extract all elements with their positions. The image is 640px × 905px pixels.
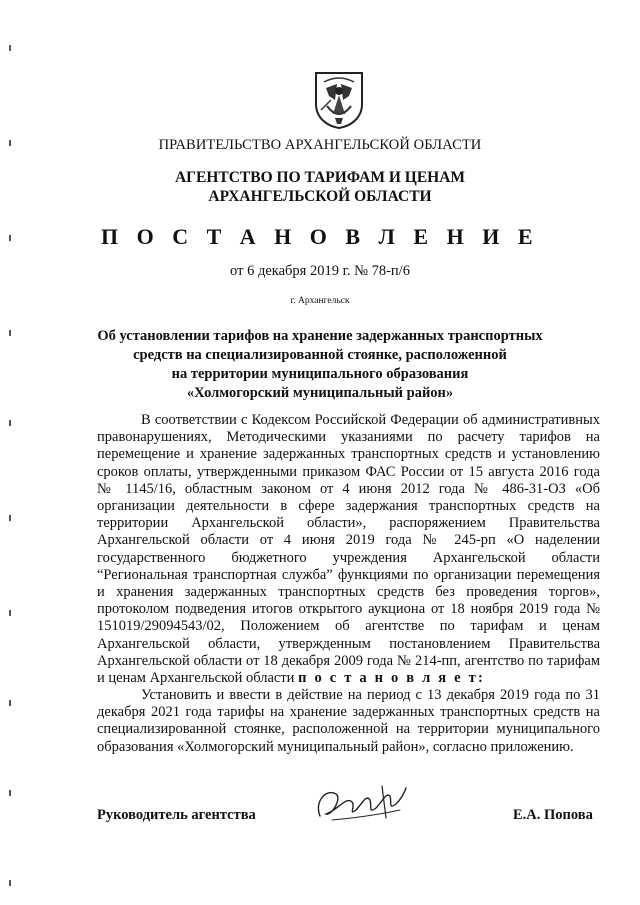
agency-name-line2: АРХАНГЕЛЬСКОЙ ОБЛАСТИ	[208, 188, 432, 205]
margin-mark	[9, 515, 11, 521]
signatory-name: Е.А. Попова	[513, 807, 593, 823]
body-paragraph-1-text: В соответствии с Кодексом Российской Федерации об административных правонарушениях, Методическими указаниями по расчету тарифов на перемещение и хранение задержанных транспортных средств и установлению сроков оплаты, утвержденными приказом ФАС России от 15 августа 2016 года № 1145/16, областным законом от 4 июня 2012 года № 486-31-ОЗ «Об организации деятельности в сфере задержания транспортных средств на территории Архангельской области», распоряжением Правительства Архангельской области от 4 июня 2019 года № 245-рп «О наделении государственного бюджетного учреждения Архангельской области “Региональная транспортная служба” функциями по организации перемещения и хранения задержанных транспортных средств без проведения торгов», протоколом подведения итогов открытого аукциона от 18 ноября 2019 года № 151019/29094543/02, Положением об агентстве по тарифам и ценам Архангельской области, утвержденным постановлением Правительства Архангельской области от 18 декабря 2009 года № 214-пп, агентство по тарифам и ценам Архангельской области	[97, 412, 600, 687]
margin-mark	[9, 330, 11, 336]
coat-of-arms-icon	[313, 70, 365, 130]
document-subject	[0, 327, 640, 403]
margin-mark	[9, 140, 11, 146]
margin-mark	[9, 235, 11, 241]
body-paragraph-2: Установить и ввести в действие на период с 13 декабря 2019 года по 31 декабря 2021 года тарифы на хранение задержанных транспортных средств на специализированной стоянке, расположенной на территории муниципального образования «Холмогорский муниципальный район», согласно приложению.	[97, 687, 600, 755]
agency-name-line1: АГЕНТСТВО ПО ТАРИФАМ И ЦЕНАМ	[174, 169, 466, 186]
margin-mark	[9, 790, 11, 796]
margin-mark	[9, 420, 11, 426]
handwritten-signature-icon	[312, 780, 408, 830]
city: г. Архангельск	[290, 296, 350, 306]
margin-mark	[9, 880, 11, 886]
margin-mark	[9, 700, 11, 706]
subject-line3: на территории муниципального образования	[171, 366, 469, 382]
agency-name	[0, 168, 640, 206]
subject-line2: средств на специализированной стоянке, расположенной	[133, 347, 507, 363]
margin-mark	[9, 610, 11, 616]
document-type: П О С Т А Н О В Л Е Н И Е	[100, 224, 540, 249]
subject-line4: «Холмогорский муниципальный район»	[186, 385, 454, 401]
body-paragraph-1	[97, 412, 600, 687]
date-and-number: от 6 декабря 2019 г. № 78-п/6	[230, 263, 410, 279]
signatory-position: Руководитель агентства	[97, 807, 256, 823]
margin-mark	[9, 45, 11, 51]
government-name: ПРАВИТЕЛЬСТВО АРХАНГЕЛЬСКОЙ ОБЛАСТИ	[158, 137, 482, 153]
resolves-word: п о с т а н о в л я е т:	[298, 670, 485, 687]
subject-line1: Об установлении тарифов на хранение задержанных транспортных	[97, 328, 543, 344]
